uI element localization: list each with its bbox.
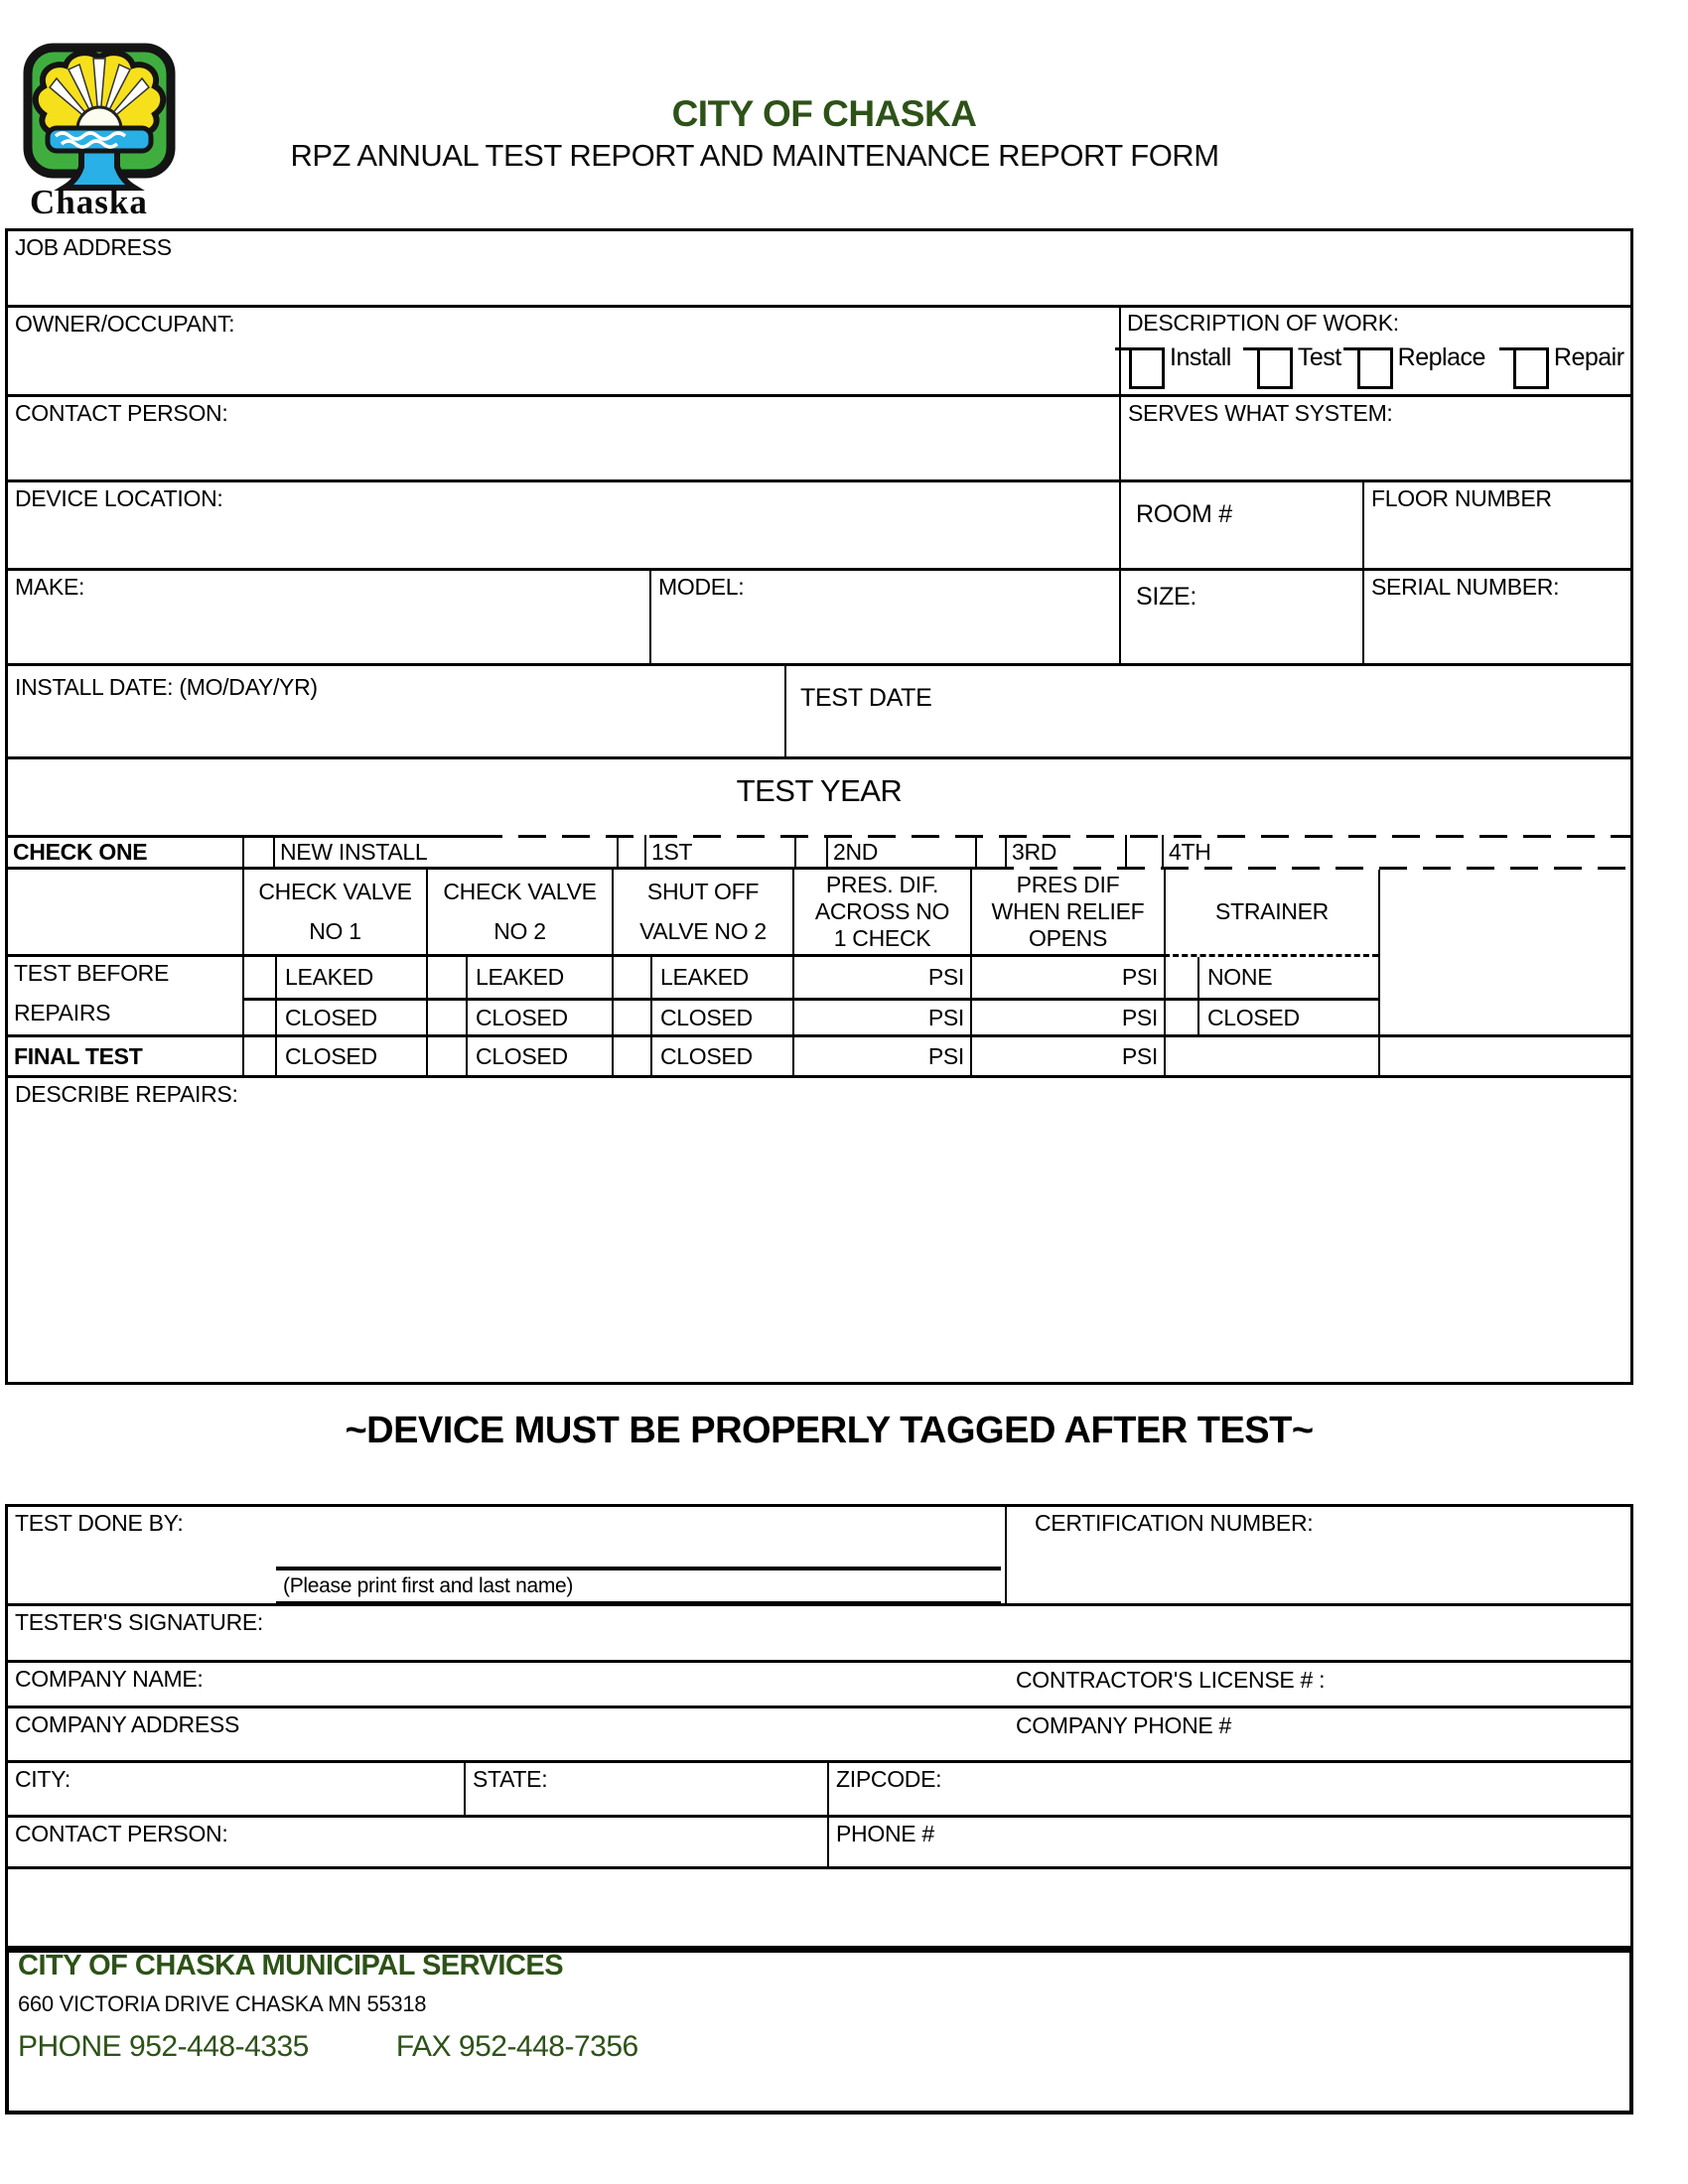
header-line: PRES. DIF. (825, 872, 939, 897)
test-results-table (8, 870, 1630, 1075)
final-psi-across-field[interactable]: PSI (792, 1037, 970, 1075)
contact-person-field[interactable]: CONTACT PERSON: (15, 400, 228, 426)
header-line: 1 CHECK (833, 925, 931, 951)
printed-name-line[interactable] (276, 1567, 1001, 1570)
printed-name-underline (276, 1601, 1001, 1603)
blank-spacer-row (8, 1869, 1630, 1946)
test-year-row[interactable] (8, 759, 1630, 835)
footer-box (5, 1949, 1633, 2115)
header-line: CHECK VALVE (258, 878, 412, 904)
header-spacer-cell (8, 870, 242, 957)
test-date-field[interactable]: TEST DATE (784, 666, 1630, 756)
new-install-label: NEW INSTALL (273, 835, 617, 870)
header-line: WHEN RELIEF (991, 898, 1145, 924)
test-checkbox[interactable] (1257, 347, 1293, 389)
third-test-checkbox[interactable] (975, 835, 1005, 870)
repair-checkbox[interactable] (1513, 347, 1549, 389)
fourth-test-label: 4TH (1162, 835, 1630, 870)
description-of-work-label: DESCRIPTION OF WORK: (1127, 310, 1399, 336)
check-one-row (8, 835, 1630, 870)
row-right-empty-cell (1378, 957, 1630, 1001)
install-date-field[interactable]: INSTALL DATE: (MO/DAY/YR) (15, 674, 318, 700)
second-test-checkbox[interactable] (794, 835, 826, 870)
before-strainer-none-checkbox[interactable] (1164, 957, 1197, 1001)
page-title: CITY OF CHASKA (671, 93, 977, 134)
device-location-field[interactable]: DEVICE LOCATION: (15, 485, 223, 511)
test-done-by-cell[interactable] (8, 1507, 1005, 1603)
final-sov-checkbox[interactable] (612, 1037, 650, 1075)
size-field[interactable]: SIZE: (1119, 571, 1362, 663)
final-psi-relief-field[interactable]: PSI (970, 1037, 1164, 1075)
city-field[interactable]: CITY: (15, 1766, 71, 1792)
serial-number-field[interactable]: SERIAL NUMBER: (1362, 571, 1630, 663)
footer-phone: PHONE 952-448-4335 (18, 2030, 309, 2063)
make-model-row (8, 571, 1630, 666)
contact-person-field-2[interactable]: CONTACT PERSON: (15, 1821, 228, 1846)
before-psi-across-field-2[interactable]: PSI (792, 1001, 970, 1037)
final-strainer-empty-cell (1164, 1037, 1378, 1075)
work-option-checkboxes (1127, 341, 1630, 389)
before-psi-relief-field[interactable]: PSI (970, 957, 1164, 1001)
room-number-field[interactable]: ROOM # (1119, 482, 1362, 568)
check-one-top-dashes (475, 835, 1630, 838)
replace-checkbox[interactable] (1357, 347, 1393, 389)
install-test-date-row (8, 666, 1630, 759)
row-right-empty-cell (1378, 1001, 1630, 1037)
header-line: STRAINER (1215, 898, 1329, 924)
header-line: PRES DIF (1016, 872, 1120, 897)
test-year-label: TEST YEAR (736, 773, 903, 808)
before-sov-closed-checkbox[interactable] (612, 1001, 650, 1037)
header-line: NO 1 (309, 918, 361, 945)
test-done-by-label: TEST DONE BY: (15, 1510, 184, 1536)
model-field[interactable]: MODEL: (649, 571, 1119, 663)
before-cv2-closed-checkbox[interactable] (426, 1001, 466, 1037)
make-field[interactable]: MAKE: (15, 574, 85, 600)
before-cv1-closed: CLOSED (275, 1001, 426, 1037)
third-test-label: 3RD (1005, 835, 1125, 870)
footer-address: 660 VICTORIA DRIVE CHASKA MN 55318 (18, 1991, 427, 2016)
before-psi-across-field[interactable]: PSI (792, 957, 970, 1001)
testers-signature-row[interactable] (8, 1606, 1630, 1663)
col-header-shut-off-valve (612, 870, 792, 957)
header-line: NO 2 (493, 918, 546, 945)
owner-description-row (8, 308, 1630, 397)
owner-occupant-field[interactable]: OWNER/OCCUPANT: (15, 311, 235, 337)
floor-number-field[interactable]: FLOOR NUMBER (1362, 482, 1630, 568)
check-one-top-line (8, 835, 475, 838)
device-location-row (8, 482, 1630, 571)
serves-what-system-field[interactable]: SERVES WHAT SYSTEM: (1119, 397, 1630, 479)
city-state-zip-row (8, 1763, 1630, 1818)
new-install-checkbox[interactable] (242, 835, 273, 870)
col-header-check-valve-1 (242, 870, 426, 957)
label-line: TEST BEFORE (14, 960, 170, 986)
header-line: OPENS (1028, 925, 1108, 951)
describe-repairs-area[interactable] (8, 1075, 1630, 1382)
col-header-check-valve-2 (426, 870, 612, 957)
description-of-work-cell (1119, 308, 1630, 394)
before-cv2-closed: CLOSED (466, 1001, 612, 1037)
job-address-label: JOB ADDRESS (15, 234, 172, 260)
before-psi-relief-field-2[interactable]: PSI (970, 1001, 1164, 1037)
state-field[interactable]: STATE: (464, 1763, 827, 1815)
header-line: CHECK VALVE (443, 878, 597, 904)
before-cv1-leaked-checkbox[interactable] (242, 957, 275, 1001)
test-done-by-row (8, 1507, 1630, 1606)
second-test-label: 2ND (826, 835, 975, 870)
company-name-label: COMPANY NAME: (15, 1666, 204, 1692)
check-one-bottom-line (8, 867, 986, 870)
contractors-license-field[interactable]: CONTRACTOR'S LICENSE # : (1016, 1667, 1326, 1693)
header-line: VALVE NO 2 (639, 918, 767, 945)
zipcode-field[interactable]: ZIPCODE: (827, 1763, 1630, 1815)
check-one-label: CHECK ONE (13, 839, 148, 865)
tagged-after-test-notice: ~DEVICE MUST BE PROPERLY TAGGED AFTER TEST~ (345, 1410, 1314, 1451)
header-right-empty-cell (1378, 870, 1630, 957)
before-cv1-leaked: LEAKED (275, 957, 426, 1001)
contact-phone-row (8, 1818, 1630, 1869)
before-sov-closed: CLOSED (650, 1001, 792, 1037)
before-sov-leaked-checkbox[interactable] (612, 957, 650, 1001)
footer-fax: FAX 952-448-7356 (395, 2030, 638, 2063)
test-checkbox-label: Test (1297, 343, 1341, 371)
company-name-row[interactable] (8, 1663, 1630, 1708)
footer-phone-fax (18, 2030, 1629, 2064)
main-form-box (5, 228, 1633, 1385)
company-address-row[interactable] (8, 1708, 1630, 1763)
page-subtitle: RPZ ANNUAL TEST REPORT AND MAINTENANCE REPORT FORM (290, 138, 1219, 173)
replace-checkbox-label: Replace (1397, 343, 1485, 371)
first-test-label: 1ST (644, 835, 794, 870)
row-right-empty-cell (1378, 1037, 1630, 1075)
first-test-checkbox[interactable] (617, 835, 644, 870)
certification-number-field[interactable]: CERTIFICATION NUMBER: (1005, 1507, 1630, 1603)
header-line: ACROSS NO (814, 898, 950, 924)
repair-checkbox-label: Repair (1553, 343, 1624, 371)
before-cv1-closed-checkbox[interactable] (242, 1001, 275, 1037)
check-one-bottom-dashes (986, 867, 1630, 870)
before-strainer-closed-checkbox[interactable] (1164, 1001, 1197, 1037)
final-test-label: FINAL TEST (14, 1042, 143, 1069)
contact-serves-row (8, 397, 1630, 482)
logo-wordmark: Chaska (30, 183, 148, 221)
fourth-test-checkbox[interactable] (1125, 835, 1162, 870)
install-checkbox-label: Install (1170, 343, 1231, 371)
test-before-repairs-label (8, 957, 242, 1037)
describe-repairs-label: DESCRIBE REPAIRS: (15, 1081, 238, 1107)
company-phone-field[interactable]: COMPANY PHONE # (1016, 1712, 1232, 1738)
footer-organization: CITY OF CHASKA MUNICIPAL SERVICES (18, 1950, 564, 1981)
final-cv2-closed: CLOSED (466, 1037, 612, 1075)
col-header-strainer (1164, 870, 1378, 957)
before-strainer-closed: CLOSED (1197, 1001, 1378, 1037)
header-line: SHUT OFF (646, 878, 760, 904)
before-cv2-leaked: LEAKED (466, 957, 612, 1001)
before-strainer-none: NONE (1197, 957, 1378, 1001)
job-address-row[interactable] (8, 231, 1630, 308)
print-name-note: (Please print first and last name) (283, 1574, 574, 1597)
certification-box (5, 1504, 1633, 1949)
final-cv1-closed: CLOSED (275, 1037, 426, 1075)
label-line: REPAIRS (14, 1000, 111, 1025)
col-header-pres-dif-across (792, 870, 970, 957)
before-sov-leaked: LEAKED (650, 957, 792, 1001)
final-cv2-checkbox[interactable] (426, 1037, 466, 1075)
col-header-pres-dif-relief (970, 870, 1164, 957)
final-sov-closed: CLOSED (650, 1037, 792, 1075)
install-checkbox[interactable] (1129, 347, 1165, 389)
phone-number-field[interactable]: PHONE # (827, 1818, 1630, 1866)
before-cv2-leaked-checkbox[interactable] (426, 957, 466, 1001)
testers-signature-label: TESTER'S SIGNATURE: (15, 1609, 264, 1635)
final-cv1-checkbox[interactable] (242, 1037, 275, 1075)
company-address-label: COMPANY ADDRESS (15, 1711, 239, 1737)
